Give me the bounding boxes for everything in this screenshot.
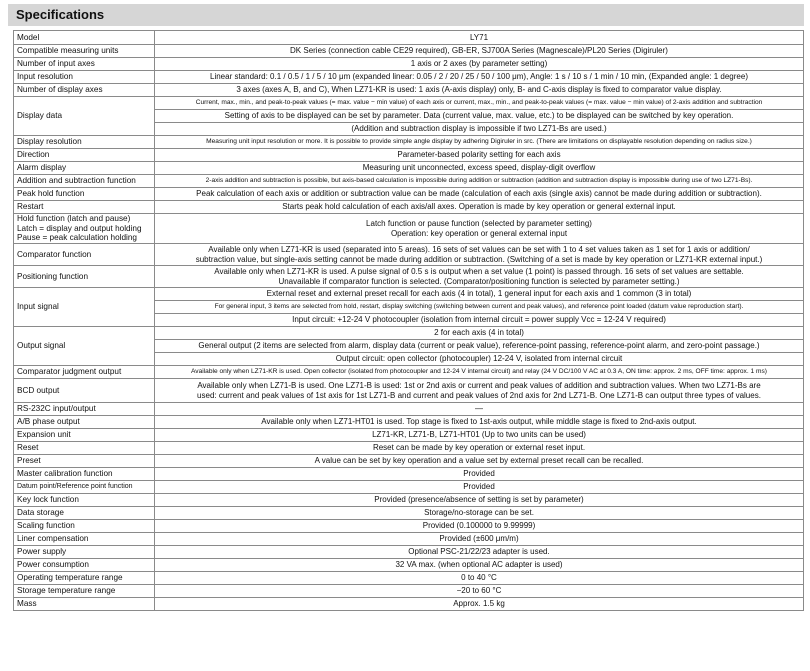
spec-label: Liner compensation bbox=[14, 533, 155, 546]
spec-label: Scaling function bbox=[14, 520, 155, 533]
spec-value: 0 to 40 °C bbox=[155, 572, 804, 585]
spec-row bbox=[14, 201, 804, 214]
spec-label: Storage temperature range bbox=[14, 585, 155, 598]
section-header bbox=[8, 4, 804, 26]
spec-value: Input circuit: +12-24 V photocoupler (isolation from internal circuit = power supply Vcc = 12-24 V required) bbox=[155, 314, 804, 327]
spec-label: Reset bbox=[14, 442, 155, 455]
spec-row bbox=[14, 416, 804, 429]
spec-value: DK Series (connection cable CE29 required), GB-ER, SJ700A Series (Magnescale)/PL20 Series (Digiruler) bbox=[155, 45, 804, 58]
spec-row bbox=[14, 288, 804, 301]
spec-row bbox=[14, 481, 804, 494]
spec-label: Display resolution bbox=[14, 136, 155, 149]
spec-row bbox=[14, 162, 804, 175]
spec-value: 2-axis addition and subtraction is possible, but axis-based calculation is impossible during addition or subtraction (addition and subtraction display is impossible during use of two LZ71-Bs). bbox=[155, 175, 804, 188]
spec-label: Power supply bbox=[14, 546, 155, 559]
spec-label: Input signal bbox=[14, 288, 155, 327]
spec-value: Available only when LZ71-KR is used. A pulse signal of 0.5 s is output when a set value (1 point) is passed through. 16 sets of set values are settable. Unavailable if comparator function is selected. (Comparator/positioning function is selected by parameter setting.) bbox=[155, 266, 804, 288]
spec-row bbox=[14, 403, 804, 416]
spec-row bbox=[14, 455, 804, 468]
spec-label: Addition and subtraction function bbox=[14, 175, 155, 188]
spec-value: Measuring unit input resolution or more. It is possible to provide simple angle display by adhering Digiruler in src. (There are limitations on displayable resolution depending on radius size.) bbox=[155, 136, 804, 149]
spec-value: — bbox=[155, 403, 804, 416]
spec-row bbox=[14, 442, 804, 455]
spec-label: Number of display axes bbox=[14, 84, 155, 97]
spec-value: Provided (±600 μm/m) bbox=[155, 533, 804, 546]
spec-value: 1 axis or 2 axes (by parameter setting) bbox=[155, 58, 804, 71]
spec-label: Preset bbox=[14, 455, 155, 468]
spec-value: 32 VA max. (when optional AC adapter is used) bbox=[155, 559, 804, 572]
spec-value: (Addition and subtraction display is impossible if two LZ71-Bs are used.) bbox=[155, 123, 804, 136]
spec-row bbox=[14, 468, 804, 481]
spec-value: General output (2 items are selected from alarm, display data (current or peak value), reference-point passing, reference-point alarm, and zero-point passage.) bbox=[155, 340, 804, 353]
spec-value: LY71 bbox=[155, 31, 804, 45]
spec-row bbox=[14, 136, 804, 149]
spec-value: Available only when LZ71-KR is used (separated into 5 areas). 16 sets of set values can be set with 1 to 4 set values taken as 1 set for 1 axis or addition/ subtraction value, but single-axis setting cannot be made during addition or subtraction. (Switching of a set is made by key operation or LZ71-KR external input.) bbox=[155, 244, 804, 266]
spec-value: Latch function or pause function (selected by parameter setting) Operation: key operation or general external input bbox=[155, 214, 804, 244]
spec-row bbox=[14, 366, 804, 379]
spec-label: Comparator judgment output bbox=[14, 366, 155, 379]
spec-label: RS-232C input/output bbox=[14, 403, 155, 416]
spec-value: Peak calculation of each axis or addition or subtraction value can be made (calculation of each axis (single axis) cannot be made during addition or subtraction). bbox=[155, 188, 804, 201]
spec-row bbox=[14, 585, 804, 598]
spec-label: Restart bbox=[14, 201, 155, 214]
spec-value: Starts peak hold calculation of each axis/all axes. Operation is made by key operation or general external input. bbox=[155, 201, 804, 214]
spec-value: 3 axes (axes A, B, and C), When LZ71-KR is used: 1 axis (A-axis display) only, B- and C-axis display is fixed to comparator value display. bbox=[155, 84, 804, 97]
spec-table-body bbox=[14, 31, 804, 611]
spec-value: Storage/no-storage can be set. bbox=[155, 507, 804, 520]
spec-label: Compatible measuring units bbox=[14, 45, 155, 58]
spec-value: −20 to 60 °C bbox=[155, 585, 804, 598]
spec-row bbox=[14, 266, 804, 288]
spec-row bbox=[14, 546, 804, 559]
spec-label: Data storage bbox=[14, 507, 155, 520]
spec-value: Provided (presence/absence of setting is set by parameter) bbox=[155, 494, 804, 507]
spec-row bbox=[14, 45, 804, 58]
spec-value: Current, max., min., and peak-to-peak values (= max. value − min value) of each axis or current, max., min., and peak-to-peak values (= max. value − min value) of 2-axis addition and subtraction bbox=[155, 97, 804, 110]
spec-value: Output circuit: open collector (photocoupler) 12-24 V, isolated from internal circuit bbox=[155, 353, 804, 366]
spec-row bbox=[14, 214, 804, 244]
spec-value: Approx. 1.5 kg bbox=[155, 598, 804, 611]
spec-row bbox=[14, 379, 804, 403]
spec-value: Linear standard: 0.1 / 0.5 / 1 / 5 / 10 μm (expanded linear: 0.05 / 2 / 20 / 25 / 50 / 100 μm), Angle: 1 s / 10 s / 1 min / 10 min, (Expanded angle: 1 degree) bbox=[155, 71, 804, 84]
spec-label: Operating temperature range bbox=[14, 572, 155, 585]
spec-label: Peak hold function bbox=[14, 188, 155, 201]
spec-value: Reset can be made by key operation or external reset input. bbox=[155, 442, 804, 455]
spec-label: Datum point/Reference point function bbox=[14, 481, 155, 494]
spec-row bbox=[14, 244, 804, 266]
spec-value: 2 for each axis (4 in total) bbox=[155, 327, 804, 340]
spec-label: Key lock function bbox=[14, 494, 155, 507]
spec-row bbox=[14, 559, 804, 572]
spec-label: Positioning function bbox=[14, 266, 155, 288]
spec-value: Optional PSC-21/22/23 adapter is used. bbox=[155, 546, 804, 559]
spec-row bbox=[14, 175, 804, 188]
spec-value: Parameter-based polarity setting for each axis bbox=[155, 149, 804, 162]
spec-value: Setting of axis to be displayed can be set by parameter. Data (current value, max. value, etc.) to be displayed can be switched by key operation. bbox=[155, 110, 804, 123]
section-title: Specifications bbox=[16, 7, 105, 22]
spec-value: Provided bbox=[155, 468, 804, 481]
spec-value: Provided (0.100000 to 9.99999) bbox=[155, 520, 804, 533]
spec-label: Expansion unit bbox=[14, 429, 155, 442]
spec-label: Input resolution bbox=[14, 71, 155, 84]
spec-label: A/B phase output bbox=[14, 416, 155, 429]
spec-row bbox=[14, 71, 804, 84]
spec-row bbox=[14, 149, 804, 162]
spec-row bbox=[14, 429, 804, 442]
spec-label: Direction bbox=[14, 149, 155, 162]
spec-label: Comparator function bbox=[14, 244, 155, 266]
spec-value: A value can be set by key operation and a value set by external preset recall can be recalled. bbox=[155, 455, 804, 468]
spec-label: Display data bbox=[14, 97, 155, 136]
spec-value: Measuring unit unconnected, excess speed, display-digit overflow bbox=[155, 162, 804, 175]
spec-label: Model bbox=[14, 31, 155, 45]
spec-row bbox=[14, 598, 804, 611]
spec-row bbox=[14, 97, 804, 110]
spec-label: Master calibration function bbox=[14, 468, 155, 481]
spec-value: LZ71-KR, LZ71-B, LZ71-HT01 (Up to two units can be used) bbox=[155, 429, 804, 442]
spec-row bbox=[14, 572, 804, 585]
spec-label: Output signal bbox=[14, 327, 155, 366]
spec-label: BCD output bbox=[14, 379, 155, 403]
spec-value: Available only when LZ71-B is used. One LZ71-B is used: 1st or 2nd axis or current and peak values of addition and subtraction values. When two LZ71-Bs are used: current and peak values of 1st axis for 1st LZ71-B and current and peak values of 2nd axis for 2nd LZ71-B. One LZ71-B can output three types of values. bbox=[155, 379, 804, 403]
spec-label: Number of input axes bbox=[14, 58, 155, 71]
spec-value: For general input, 3 items are selected from hold, restart, display switching (switching between current and peak values), and reference point loaded (datum value reproduction start). bbox=[155, 301, 804, 314]
spec-row bbox=[14, 58, 804, 71]
spec-row bbox=[14, 31, 804, 45]
spec-row bbox=[14, 533, 804, 546]
spec-label: Mass bbox=[14, 598, 155, 611]
spec-row bbox=[14, 507, 804, 520]
spec-row bbox=[14, 520, 804, 533]
spec-row bbox=[14, 494, 804, 507]
spec-row bbox=[14, 327, 804, 340]
spec-label: Hold function (latch and pause) Latch = display and output holding Pause = peak calculation holding bbox=[14, 214, 155, 244]
spec-value: Available only when LZ71-HT01 is used. Top stage is fixed to 1st-axis output, while middle stage is fixed to 2nd-axis output. bbox=[155, 416, 804, 429]
spec-table bbox=[13, 30, 804, 611]
spec-value: Provided bbox=[155, 481, 804, 494]
spec-label: Alarm display bbox=[14, 162, 155, 175]
spec-value: External reset and external preset recall for each axis (4 in total), 1 general input for each axis and 1 common (3 in total) bbox=[155, 288, 804, 301]
spec-row bbox=[14, 188, 804, 201]
spec-row bbox=[14, 84, 804, 97]
spec-value: Available only when LZ71-KR is used. Open collector (isolated from photocoupler and 12-24 V internal circuit) and relay (24 V DC/100 V AC at 0.3 A, ON time: approx. 2 ms, OFF time: approx. 1 ms) bbox=[155, 366, 804, 379]
spec-label: Power consumption bbox=[14, 559, 155, 572]
